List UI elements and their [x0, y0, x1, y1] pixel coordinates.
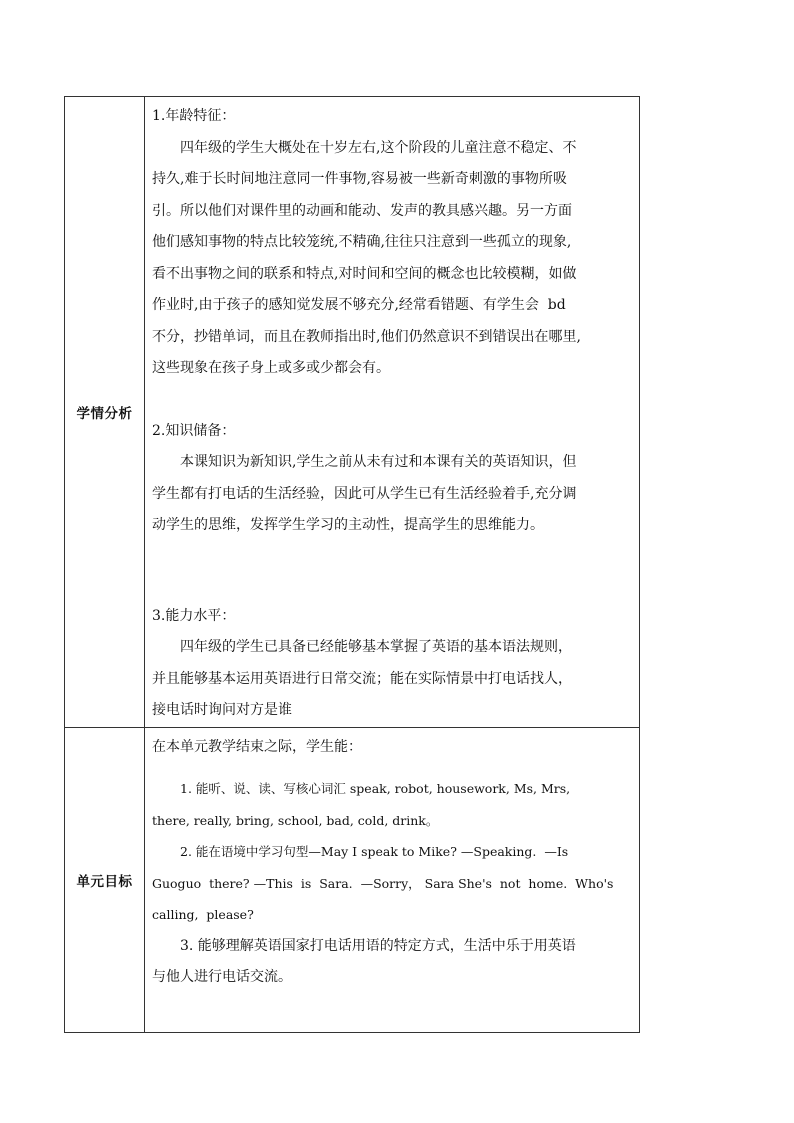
age-line: 引。所以他们对课件里的动画和能动、发声的教具感兴趣。另一方面: [152, 202, 572, 219]
row-label-cell: [65, 97, 145, 728]
knowledge-line: 学生都有打电话的生活经验，因此可从学生已有生活经验着手,充分调: [152, 485, 577, 502]
goal-2-line: calling, please?: [152, 907, 254, 922]
age-line: 他们感知事物的特点比较笼统,不精确,往往只注意到一些孤立的现象,: [152, 234, 572, 250]
age-line: 作业时,由于孩子的感知觉发展不够充分,经常看错题、有学生会 bd: [152, 297, 566, 313]
goal-2-line: 2. 能在语境中学习句型—May I speak to Mike? —Speaking. —Is: [180, 844, 569, 859]
age-heading: 1.年龄特征：: [152, 108, 236, 124]
age-line: 不分，抄错单词，而且在教师指出时,他们仍然意识不到错误出在哪里,: [152, 328, 581, 345]
goal-3-line: 与他人进行电话交流。: [152, 969, 292, 985]
age-line: 持久,难于长时间地注意同一件事物,容易被一些新奇刺激的事物所吸: [152, 171, 567, 187]
age-line: 四年级的学生大概处在十岁左右,这个阶段的儿童注意不稳定、不: [180, 139, 577, 156]
row-label-cell: [65, 727, 145, 1032]
goal-3-line: 3. 能够理解英语国家打电话用语的特定方式，生活中乐于用英语: [180, 937, 576, 954]
goal-2-line: Guoguo there? —This is Sara. —Sorry， Sara She's not home. Who's: [152, 875, 614, 891]
knowledge-line: 动学生的思维，发挥学生学习的主动性，提高学生的思维能力。: [152, 517, 544, 533]
ability-line: 并且能够基本运用英语进行日常交流；能在实际情景中打电话找人，: [152, 670, 572, 687]
table-row-unit-goals: [65, 727, 640, 1032]
row-label: 单元目标: [76, 873, 133, 890]
table-row-student-analysis: [65, 97, 640, 728]
knowledge-heading: 2.知识储备：: [152, 422, 236, 439]
goal-1-line: 1. 能听、说、读、写核心词汇 speak, robot, housework, Ms, Mrs,: [180, 781, 571, 796]
student-analysis-content: [145, 97, 640, 728]
age-line: 这些现象在孩子身上或多或少都会有。: [152, 360, 390, 376]
age-line: 看不出事物之间的联系和特点,对时间和空间的概念也比较模糊，如做: [152, 265, 577, 282]
ability-line: 接电话时询问对方是谁: [152, 702, 292, 718]
goals-intro: 在本单元教学结束之际，学生能：: [152, 738, 362, 755]
unit-goals-content: [145, 727, 640, 1032]
goal-1-line: there, really, bring, school, bad, cold, drink。: [152, 812, 439, 828]
ability-line: 四年级的学生已具备已经能够基本掌握了英语的基本语法规则，: [180, 639, 572, 655]
lesson-plan-table: [64, 96, 640, 1033]
ability-heading: 3.能力水平：: [152, 607, 236, 624]
knowledge-line: 本课知识为新知识,学生之前从未有过和本课有关的英语知识，但: [180, 454, 577, 470]
row-label: 学情分析: [76, 405, 133, 422]
